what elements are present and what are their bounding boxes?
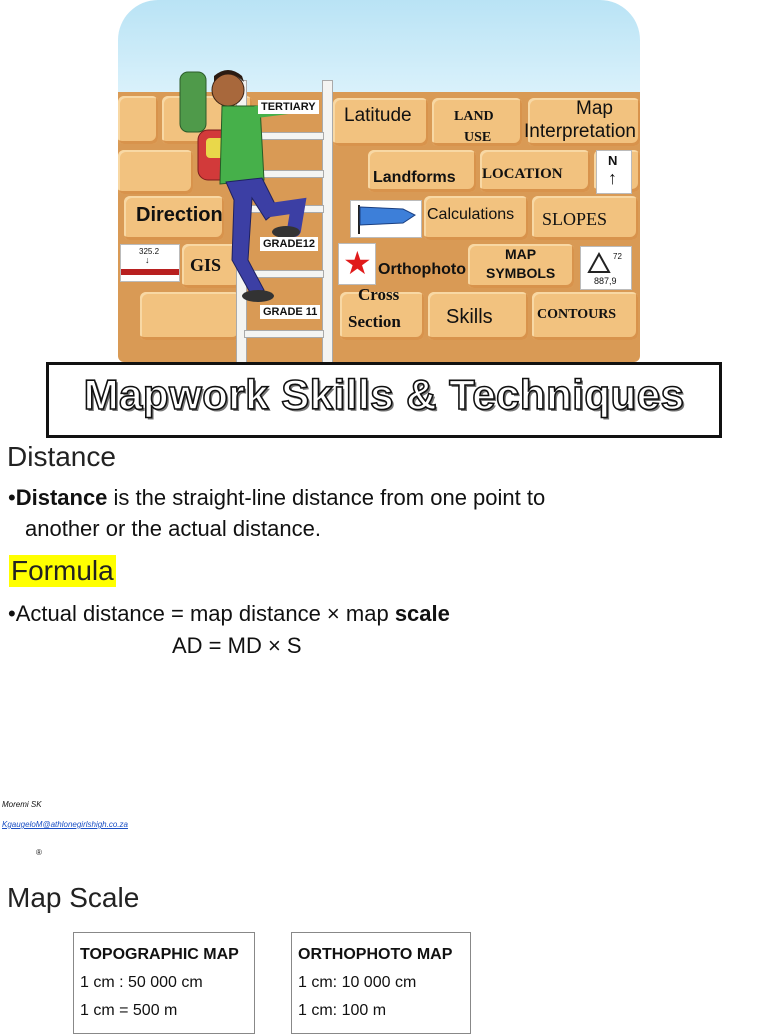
trig-top-value: 72: [613, 252, 622, 261]
brick-location: LOCATION: [482, 166, 563, 182]
brick-section: Section: [348, 312, 401, 331]
brick-contours: CONTOURS: [537, 307, 617, 322]
brick-calculations: Calculations: [427, 206, 515, 223]
grade-label-grade12: GRADE12: [260, 237, 318, 251]
brick-cross: Cross: [358, 285, 400, 304]
author-name: Moremi SK: [2, 800, 42, 809]
brick-latitude: Latitude: [344, 105, 412, 126]
bullet-dot: •: [8, 601, 16, 626]
ladder-rung: [244, 330, 324, 338]
spot-height-value: 325.2: [139, 247, 160, 256]
spot-height-card: [120, 244, 180, 282]
brick-use: USE: [464, 130, 492, 145]
distance-heading: Distance: [7, 441, 116, 472]
distance-bullet: [8, 482, 748, 544]
table-row: 1 cm: 10 000 cm: [298, 974, 417, 991]
north-arrow-icon: ↑: [608, 168, 617, 188]
distance-term: Distance: [15, 485, 108, 510]
bullet-dot: •: [8, 485, 16, 510]
formula-scale-term: scale: [394, 601, 450, 626]
brick-interpretation: Interpretation: [524, 121, 636, 142]
grade-label-grade11: GRADE 11: [260, 305, 320, 319]
north-label: N: [608, 153, 618, 168]
star-icon: ★: [343, 245, 372, 281]
formula-text: Actual distance = map distance × map: [15, 601, 395, 626]
table-row: 1 cm : 50 000 cm: [80, 974, 203, 991]
brick-gis: GIS: [190, 255, 222, 275]
brick-map-symbols-2: SYMBOLS: [486, 265, 556, 281]
table-title: TOPOGRAPHIC MAP: [80, 946, 239, 963]
brick-skills: Skills: [446, 306, 493, 328]
distance-definition-2: another or the actual distance.: [25, 516, 321, 541]
road-symbol: [121, 269, 179, 275]
flag-icon: [351, 201, 421, 237]
spot-height-marker-icon: ↓: [145, 255, 150, 265]
brick-landforms: Landforms: [373, 169, 456, 186]
brick: [118, 96, 158, 144]
formula-equation: AD = MD × S: [172, 633, 302, 658]
title-banner: [46, 362, 722, 438]
brick-direction: Direction: [136, 204, 223, 226]
registered-mark: ®: [36, 848, 42, 857]
map-scale-heading: Map Scale: [7, 882, 140, 913]
orthophoto-scale-table: [291, 932, 471, 1034]
trig-bottom-value: 887,9: [594, 276, 617, 286]
table-title: ORTHOPHOTO MAP: [298, 946, 453, 963]
table-row: 1 cm = 500 m: [80, 1002, 178, 1019]
cover-illustration: [118, 0, 640, 362]
brick-orthophoto: Orthophoto: [378, 261, 466, 278]
formula-bullet: [8, 598, 450, 629]
brick-map-symbols-1: MAP: [505, 246, 537, 262]
ladder-rail: [322, 80, 333, 362]
page-title: Mapwork Skills & Techniques: [83, 371, 685, 418]
table-row: 1 cm: 100 m: [298, 1002, 387, 1019]
brick-land: LAND: [454, 109, 494, 124]
brick-map: Map: [576, 98, 613, 119]
topographic-scale-table: [73, 932, 255, 1034]
star-card: [338, 243, 376, 285]
trig-beacon-card: [580, 246, 632, 290]
formula-heading: Formula: [11, 555, 114, 586]
brick-slopes: SLOPES: [542, 209, 608, 229]
distance-definition-1: is the straight-line distance from one point to: [107, 485, 546, 510]
north-arrow-card: [596, 150, 632, 194]
author-email-link[interactable]: KgaugeloM@athlonegirlshigh.co.za: [2, 820, 128, 829]
flag-card: [350, 200, 422, 238]
grade-label-tertiary: TERTIARY: [258, 100, 319, 114]
